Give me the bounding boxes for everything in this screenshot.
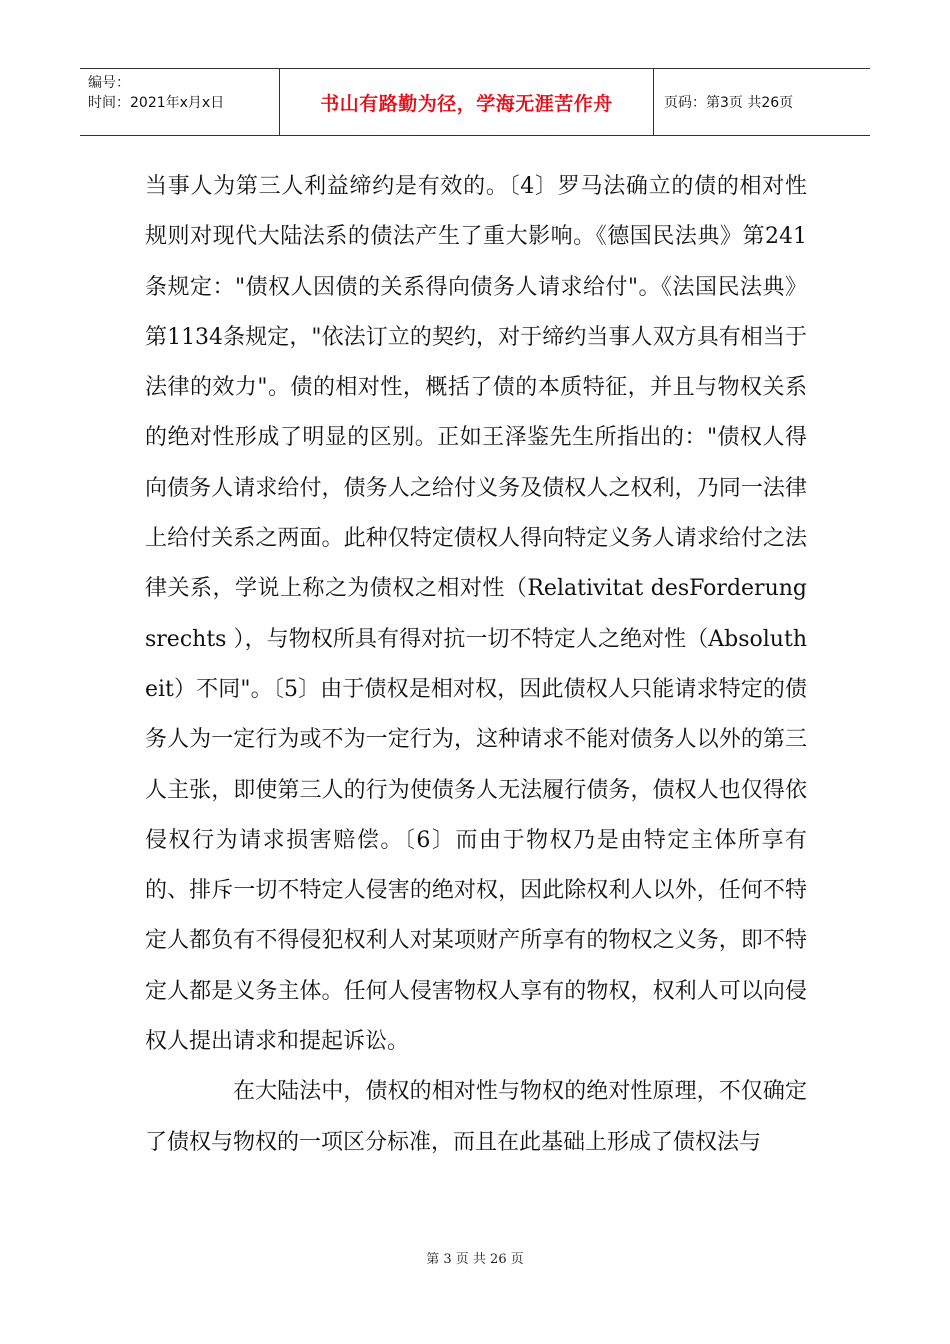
body-paragraph-1: 当事人为第三人利益缔约是有效的。〔4〕罗马法确立的债的相对性规则对现代大陆法系的债法产生了重大影响。《德国民法典》第241条规定："债权人因债的关系得向债务人请求给付"。《法国民法典》第1134条规定，"依法订立的契约，对于缔约当事人双方具有相当于法律的效力"。债的相对性，概括了债的本质特征，并且与物权关系的绝对性形成了明显的区别。正如王泽鉴先生所指出的："债权人得向债务人请求给付，债务人之给付义务及债权人之权利，乃同一法律上给付关系之两面。此种仅特定债权人得向特定义务人请求给付之法律关系，学说上称之为债权之相对性（Relativitat desForderungsrechts ），与物权所具有得对抗一切不特定人之绝对性（Absolutheit）不同"。〔5〕由于债权是相对权，因此债权人只能请求特定的债务人为一定行为或不为一定行为，这种请求不能对债务人以外的第三人主张，即使第三人的行为使债务人无法履行债务，债权人也仅得依侵权行为请求损害赔偿。〔6〕而由于物权乃是由特定主体所享有的、排斥一切不特定人侵害的绝对权，因此除权利人以外，任何不特定人都负有不得侵犯权利人对某项财产所享有的物权之义务，即不特定人都是义务主体。任何人侵害物权人享有的物权，权利人可以向侵权人提出请求和提起诉讼。 <box>145 174 807 1055</box>
header-motto: 书山有路勤为径，学海无涯苦作舟 <box>320 92 613 115</box>
body-paragraph-2: 在大陆法中，债权的相对性与物权的绝对性原理，不仅确定了债权与物权的一项区分标准，而且在此基础上形成了债权法与 <box>145 1079 807 1155</box>
document-number-label: 编号： <box>88 75 130 91</box>
page-footer: 第 3 页 共 26 页 <box>426 1252 524 1267</box>
header-page-info: 页码：第3页 共26页 <box>664 95 794 111</box>
document-date-label: 时间：2021年x月x日 <box>88 95 225 111</box>
header-page-cell <box>654 69 870 135</box>
page-header <box>80 68 870 136</box>
header-motto-cell <box>280 69 654 135</box>
header-meta <box>80 69 280 135</box>
document-body <box>145 162 807 1168</box>
